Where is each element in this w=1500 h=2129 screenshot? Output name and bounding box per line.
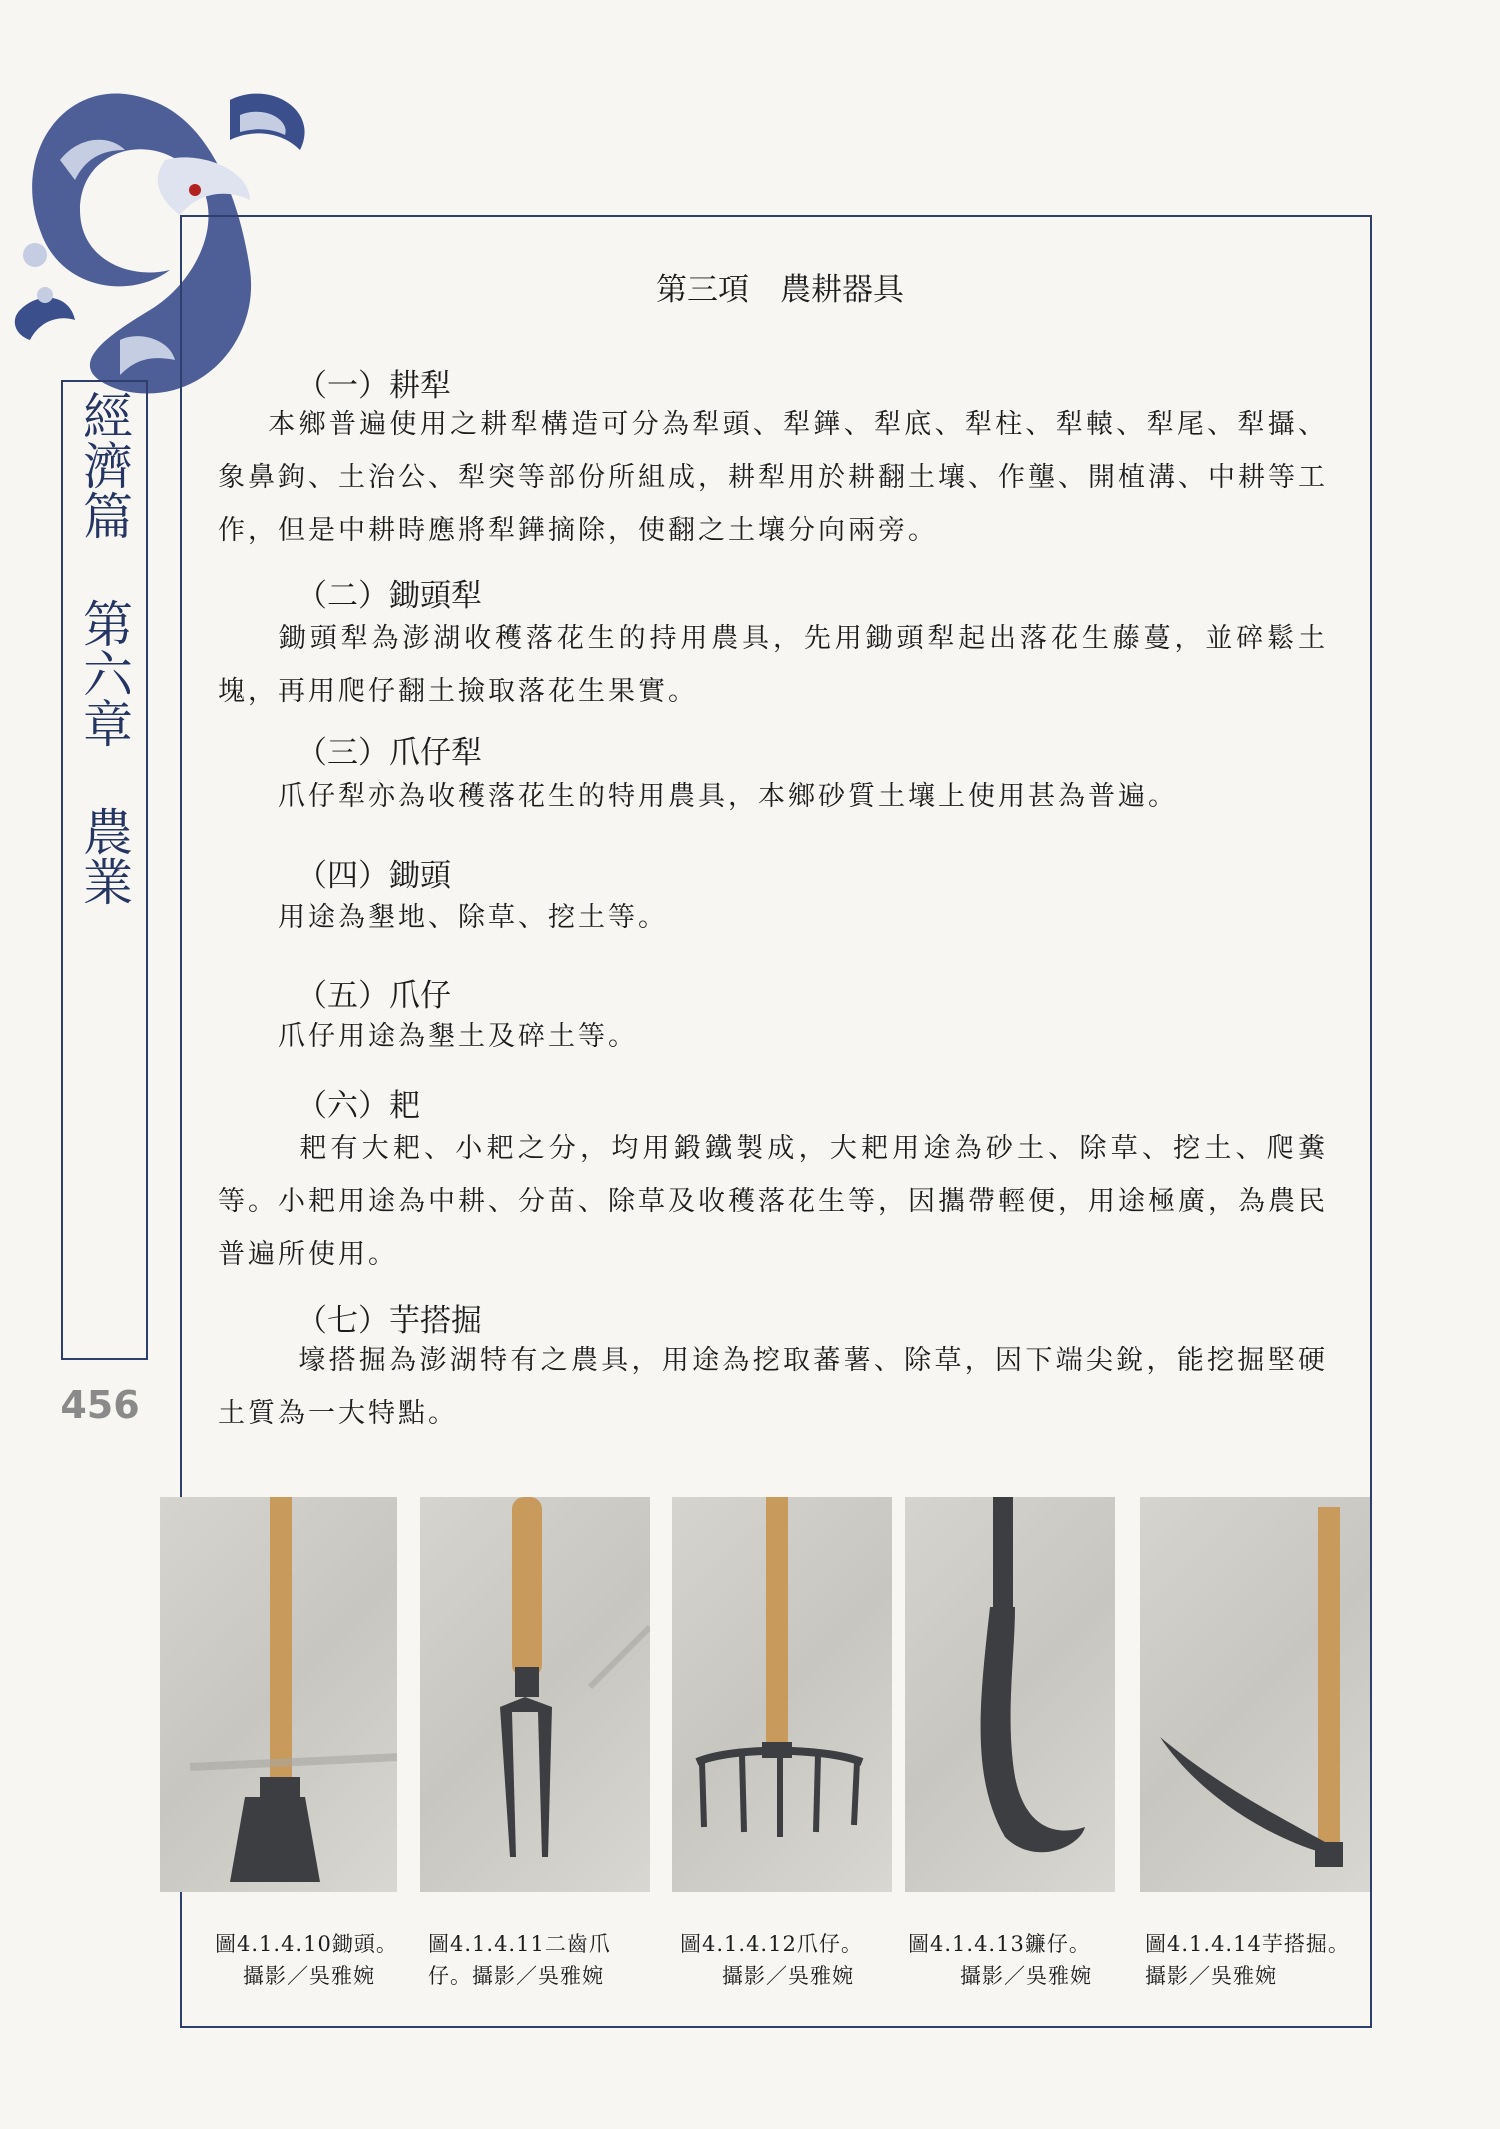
caption-3: 圖4.1.4.12爪仔。 攝影／吳雅婉 bbox=[680, 1932, 863, 1988]
item-heading-1: （一）耕犁 bbox=[296, 368, 451, 404]
item-text-1: 本鄉普遍使用之耕犁構造可分為犁頭、犁鏵、犁底、犁柱、犁轅、犁尾、犁攝、象鼻鉤、土治公、犁突等部份所組成，耕犁用於耕翻土壤、作壟、開植溝、中耕等工作，但是中耕時應將犁鏵摘除，使翻之土壤分向兩旁。 bbox=[218, 409, 1328, 546]
item-heading-7: （七）芋搭掘 bbox=[296, 1303, 482, 1339]
item-heading-6: （六）耙 bbox=[296, 1088, 420, 1124]
item-text-2: 鋤頭犁為澎湖收穫落花生的持用農具，先用鋤頭犁起出落花生藤蔓，並碎鬆土塊，再用爬仔翻土撿取落花生果實。 bbox=[218, 623, 1328, 707]
caption-2: 圖4.1.4.11二齒爪 仔。攝影／吳雅婉 bbox=[428, 1932, 611, 1988]
caption-1: 圖4.1.4.10鋤頭。 攝影／吳雅婉 bbox=[215, 1932, 398, 1988]
photo-two-tine-fork bbox=[420, 1497, 650, 1892]
caption-4: 圖4.1.4.13鐮仔。 攝影／吳雅婉 bbox=[908, 1932, 1092, 1988]
chapter-side-title: 經濟篇 第六章 農業 bbox=[75, 390, 133, 906]
item-text-6: 耙有大耙、小耙之分，均用鍛鐵製成，大耙用途為砂土、除草、挖土、爬糞等。小耙用途為中耕、分苗、除草及收穫落花生等，因攜帶輕便，用途極廣，為農民普遍所使用。 bbox=[218, 1133, 1328, 1270]
item-heading-3: （三）爪仔犁 bbox=[296, 735, 482, 771]
item-heading-2: （二）鋤頭犁 bbox=[296, 578, 482, 614]
caption-5: 圖4.1.4.14芋搭掘。 攝影／吳雅婉 bbox=[1145, 1932, 1350, 1988]
page-number: 456 bbox=[60, 1383, 140, 1427]
item-heading-5: （五）爪仔 bbox=[296, 978, 451, 1014]
item-text-5: 爪仔用途為墾土及碎土等。 bbox=[278, 1021, 638, 1052]
item-text-4: 用途為墾地、除草、挖土等。 bbox=[278, 902, 668, 933]
item-text-3: 爪仔犁亦為收穫落花生的特用農具，本鄉砂質土壤上使用甚為普遍。 bbox=[278, 781, 1178, 812]
section-title: 第三項 農耕器具 bbox=[656, 272, 904, 308]
photo-hoe bbox=[160, 1497, 397, 1892]
photo-rake bbox=[672, 1497, 892, 1892]
item-text-7: 壕搭掘為澎湖特有之農具，用途為挖取蕃薯、除草，因下端尖銳，能挖掘堅硬土質為一大特點。 bbox=[218, 1345, 1328, 1429]
photo-sickle bbox=[905, 1497, 1115, 1892]
photo-taro-digger bbox=[1140, 1497, 1370, 1892]
item-heading-4: （四）鋤頭 bbox=[296, 858, 451, 894]
